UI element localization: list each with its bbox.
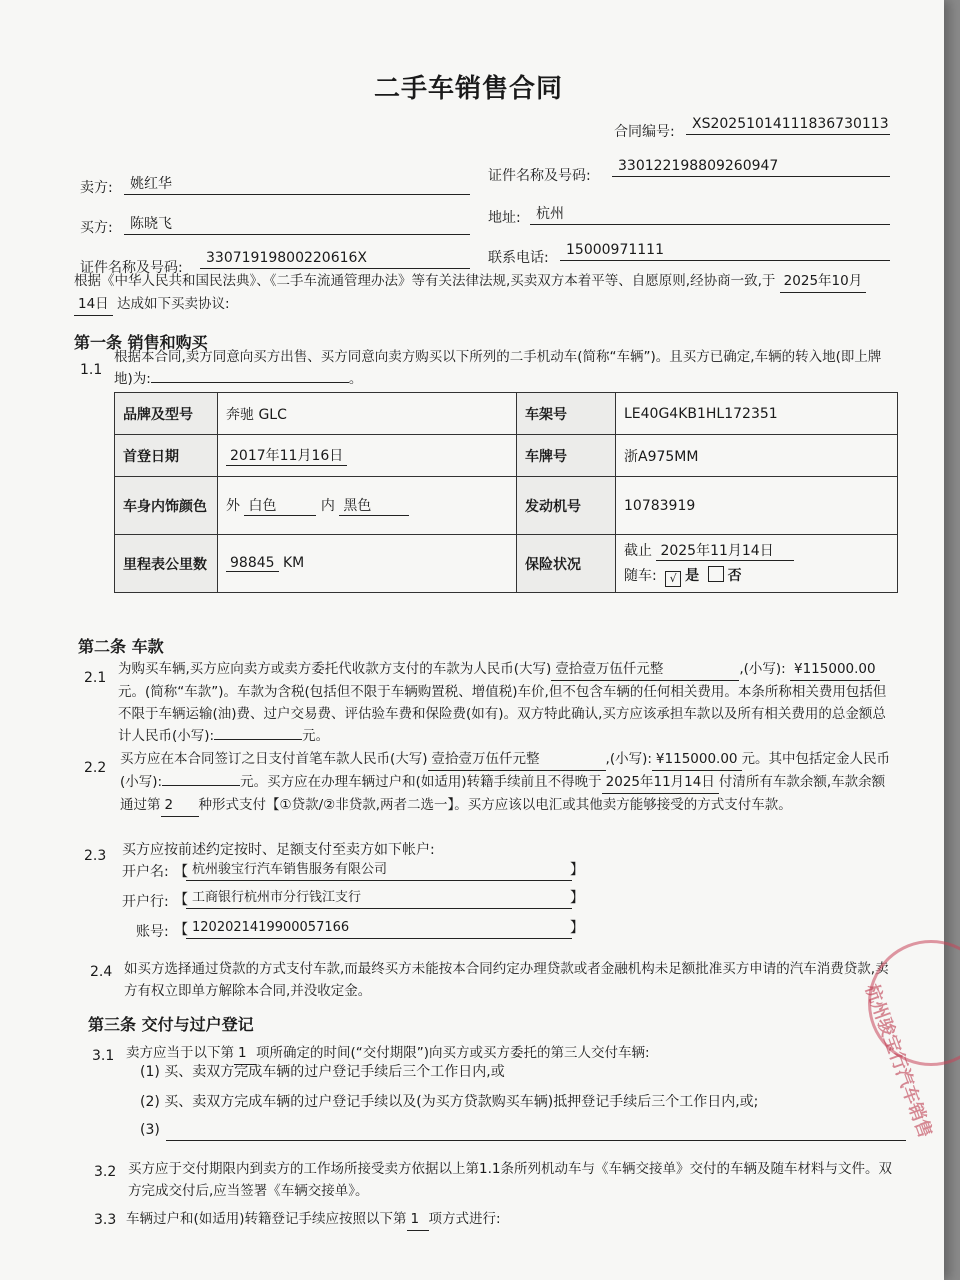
bank-open: 【 xyxy=(174,892,188,908)
reg-date-value: 2017年11月16日 xyxy=(226,445,347,466)
preamble-text-end: 达成如下买卖协议: xyxy=(116,296,230,312)
section-1-title: 第一条 销售和购买 xyxy=(74,333,208,352)
account-no-close: 】 xyxy=(570,920,584,936)
clause-3-3-text-b: 项方式进行: xyxy=(428,1211,501,1227)
color-cell xyxy=(218,477,517,535)
contract-no-value: XS20251014111836730113 xyxy=(686,114,890,135)
clause-2-3-text: 买方应按前述约定按时、足额支付至卖方如下帐户: xyxy=(122,842,435,858)
brand-label: 品牌及型号 xyxy=(115,393,218,435)
buyer-label: 买方: xyxy=(80,220,113,236)
clause-3-3-num: 3.3 xyxy=(94,1212,117,1228)
reg-date-label: 首登日期 xyxy=(115,435,218,477)
phone-label: 联系电话: xyxy=(488,250,549,266)
document-title: 二手车销售合同 xyxy=(374,74,564,104)
clause-2-1-lower: ¥115000.00 xyxy=(790,658,880,681)
clause-2-3-num: 2.3 xyxy=(84,848,107,864)
clause-2-2-num: 2.2 xyxy=(84,760,107,776)
clause-2-1-text-d: 元。 xyxy=(302,728,330,744)
insurance-label: 保险状况 xyxy=(517,535,616,593)
bank-value: 工商银行杭州市分行钱江支行 xyxy=(186,888,572,909)
vehicle-table xyxy=(114,392,898,593)
account-no-label: 账号: xyxy=(136,924,169,940)
clause-1-1 xyxy=(114,346,900,390)
color-label: 车身内饰颜色 xyxy=(115,477,218,535)
seller-value: 姚红华 xyxy=(124,174,470,195)
clause-3-2-text: 买方应于交付期限内到卖方的工作场所接受卖方依据以上第1.1条所列机动车与《车辆交接单》交付的车辆及随车材料与文件。双方完成交付后,应当签署《车辆交接单》。 xyxy=(128,1161,892,1199)
insurance-until-value: 2025年11月14日 xyxy=(656,540,794,561)
seller-id-value: 330122198809260947 xyxy=(612,156,890,177)
buyer-id-label: 证件名称及号码: xyxy=(80,260,183,276)
clause-2-1-upper: 壹拾壹万伍仟元整 xyxy=(551,658,739,681)
clause-3-1-text-b: 项所确定的时间(“交付期限”)向买方或买方委托的第三人交付车辆: xyxy=(256,1045,650,1061)
clause-1-1-num: 1.1 xyxy=(80,362,103,378)
transfer-option-choice: 1 xyxy=(407,1208,429,1231)
phone-value: 15000971111 xyxy=(560,240,890,261)
brand-value: 奔驰 GLC xyxy=(218,393,517,435)
outer-color-value: 白色 xyxy=(244,495,316,516)
mileage-label: 里程表公里数 xyxy=(115,535,218,593)
engine-label: 发动机号 xyxy=(517,477,616,535)
engine-value: 10783919 xyxy=(616,477,898,535)
section-3-title: 第三条 交付与过户登记 xyxy=(88,1015,254,1034)
seller-label: 卖方: xyxy=(80,180,113,196)
account-no-value: 1202021419900057166 xyxy=(186,918,572,939)
plate-value: 浙A975MM xyxy=(616,435,898,477)
address-value: 杭州 xyxy=(530,204,890,225)
clause-2-4-text: 如买方选择通过贷款的方式支付车款,而最终买方未能按本合同约定办理贷款或者金融机构未足额批准买方申请的汽车消费贷款,卖方有权立即单方解除本合同,并没收定金。 xyxy=(124,961,889,999)
clause-2-2-text-e: 付清所有车款余额,车款余额通过第 xyxy=(120,774,886,813)
clause-2-1-text-c: 元。(简称“车款”)。车款为含税(包括但不限于车辆购置税、增值税)车价,但不包含车辆的任何相关费用。本条所称相关费用包括但不限于车辆运输(油)费、过户交易费、评估验车费和保险费(如有)。双方特此确认,买方应该承担车款以及所有相关费用的总金额总计人民币(小写): xyxy=(118,684,887,744)
clause-3-3-text-a: 车辆过户和(如适用)转籍登记手续应按照以下第 xyxy=(126,1211,407,1227)
clause-2-2-text-c: 元。其中包括定金人民币(小写): xyxy=(120,751,891,790)
clause-2-1-text-b: ,(小写): xyxy=(739,661,786,677)
clause-1-1-text: 根据本合同,卖方同意向买方出售、买方同意向卖方购买以下所列的二手机动车(简称“车辆”)。且买方已确定,车辆的转入地(即上牌地)为: xyxy=(114,349,882,387)
buyer-value: 陈晓飞 xyxy=(124,214,470,235)
account-name-value: 杭州骏宝行汽车销售服务有限公司 xyxy=(186,860,572,881)
clause-3-1-text-a: 卖方应当于以下第 xyxy=(126,1045,234,1061)
reg-date-cell xyxy=(218,435,517,477)
delivery-option-2: (2) 买、卖双方完成车辆的过户登记手续以及(为买方贷款购买车辆)抵押登记手续后三个工作日内,或; xyxy=(140,1094,759,1110)
delivery-option-choice: 1 xyxy=(234,1042,256,1065)
mileage-unit: KM xyxy=(283,555,305,571)
clause-2-1-text-a: 为购买车辆,买方应向卖方或卖方委托代收款方支付的车款为人民币(大写) xyxy=(118,661,552,677)
checkbox-no[interactable] xyxy=(708,566,724,582)
clause-1-1-end: 。 xyxy=(348,371,363,387)
clause-3-1-num: 3.1 xyxy=(92,1048,115,1064)
delivery-option-1: (1) 买、卖双方完成车辆的过户登记手续后三个工作日内,或 xyxy=(140,1064,505,1080)
insurance-yes-label: 是 xyxy=(685,568,700,584)
company-seal-text: 杭州骏宝行汽车销售 xyxy=(860,981,936,1141)
total-amount-blank xyxy=(214,739,302,740)
registration-place-blank xyxy=(151,382,349,383)
clause-2-2-upper: 壹拾壹万伍仟元整 xyxy=(428,748,606,771)
insurance-no-label: 否 xyxy=(727,568,742,584)
vin-label: 车架号 xyxy=(517,393,616,435)
clause-2-2-date: 2025年11月14日 xyxy=(602,771,719,794)
account-no-open: 【 xyxy=(174,922,188,938)
background-edge xyxy=(944,0,960,1280)
payment-method-choice: 2 xyxy=(161,794,199,817)
mileage-cell xyxy=(218,535,517,593)
buyer-id-value: 33071919800220616X xyxy=(200,248,470,269)
insurance-cell xyxy=(616,535,898,593)
clause-2-4-num: 2.4 xyxy=(90,964,113,980)
clause-2-2-text-b: ,(小写): xyxy=(605,751,652,767)
preamble xyxy=(74,270,904,316)
preamble-date-1: 2025年10月 xyxy=(780,270,867,293)
account-name-open: 【 xyxy=(174,864,188,880)
clause-2-2-text-a: 买方应在本合同签订之日支付首笔车款人民币(大写) xyxy=(120,751,428,767)
delivery-option-3: (3) xyxy=(140,1122,160,1138)
contract-no-label: 合同编号: xyxy=(614,124,675,140)
mileage-value: 98845 xyxy=(226,555,279,572)
account-name-close: 】 xyxy=(570,862,584,878)
delivery-option-3-blank xyxy=(166,1124,906,1141)
clause-2-2 xyxy=(120,748,898,817)
clause-2-2-text-d: 元。买方应在办理车辆过户和(如适用)转籍手续前且不得晚于 xyxy=(240,774,602,790)
insurance-until-label: 截止 xyxy=(624,543,652,559)
clause-2-1 xyxy=(118,658,898,747)
bank-close: 】 xyxy=(570,890,584,906)
account-name-label: 开户名: xyxy=(122,864,169,880)
preamble-text: 根据《中华人民共和国民法典》、《二手车流通管理办法》等有关法律法规,买卖双方本着平等、自愿原则,经协商一致,于 xyxy=(74,273,776,289)
inner-color-value: 黑色 xyxy=(339,495,409,516)
preamble-date-2: 14日 xyxy=(74,293,113,316)
seller-id-label: 证件名称及号码: xyxy=(488,168,591,184)
bank-label: 开户行: xyxy=(122,894,169,910)
section-2-title: 第二条 车款 xyxy=(78,637,164,656)
clause-3-3 xyxy=(126,1208,826,1231)
inner-color-label: 内 xyxy=(320,498,335,514)
address-label: 地址: xyxy=(488,210,521,226)
vin-value: LE40G4KB1HL172351 xyxy=(616,393,898,435)
deposit-blank xyxy=(162,785,240,786)
insurance-with-label: 随车: xyxy=(624,568,657,584)
clause-2-2-text-f: 种形式支付【①贷款/②非贷款,两者二选一】。买方应该以电汇或其他卖方能够接受的方式支付车款。 xyxy=(198,797,792,813)
plate-label: 车牌号 xyxy=(517,435,616,477)
clause-3-2-num: 3.2 xyxy=(94,1164,117,1180)
outer-color-label: 外 xyxy=(226,498,240,514)
clause-2-1-num: 2.1 xyxy=(84,670,107,686)
clause-2-2-lower: ¥115000.00 xyxy=(652,748,742,771)
checkbox-yes[interactable]: √ xyxy=(665,571,681,587)
